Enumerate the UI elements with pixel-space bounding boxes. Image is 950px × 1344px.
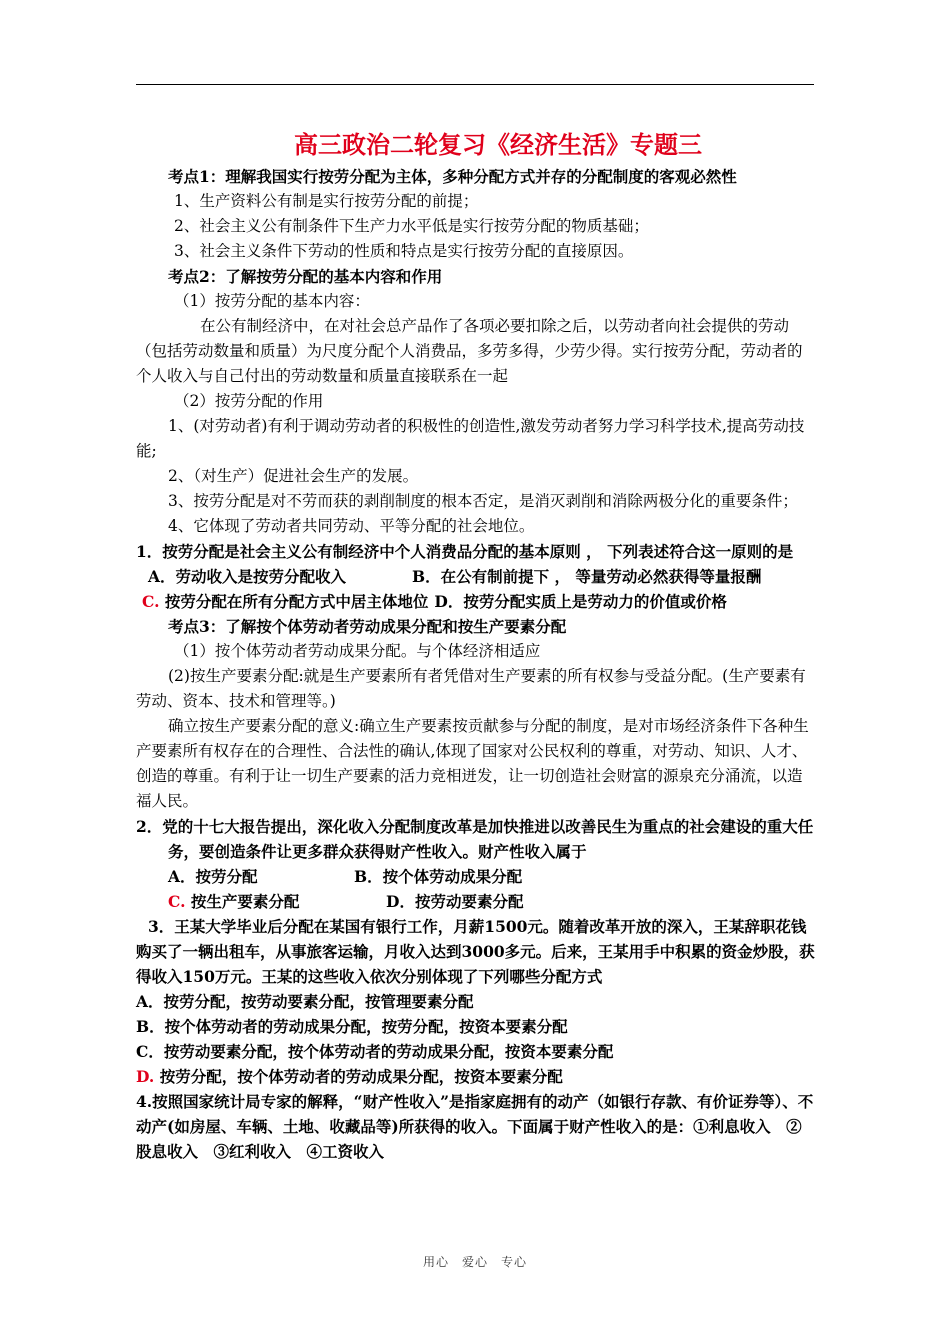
kp2-effect: 4、它体现了劳动者共同劳动、平等分配的社会地位。	[168, 517, 535, 535]
q2-options-row1	[136, 864, 816, 889]
q1-options-row2	[136, 589, 816, 614]
q2-option-d: D．按劳动要素分配	[386, 892, 524, 911]
q3-option-d-text: 按劳分配，按个体劳动者的劳动成果分配，按资本要素分配	[154, 1067, 563, 1086]
q3-option-d	[136, 1064, 816, 1089]
kp2-sub1: （1）按劳分配的基本内容：	[174, 292, 370, 310]
q1-option-c-text: 按劳分配在所有分配方式中居主体地位	[159, 592, 429, 611]
q2-option-b: B．按个体劳动成果分配	[354, 867, 523, 886]
kp1-heading: 考点1：理解我国实行按劳分配为主体，多种分配方式并存的分配制度的客观必然性	[168, 167, 737, 186]
q2-option-a: A．按劳分配	[168, 867, 258, 886]
q4-stem: 4.按照国家统计局专家的解释，“财产性收入”是指家庭拥有的动产（如银行存款、有价证券等）、不动产(如房屋、车辆、土地、收藏品等)所获得的收入。下面属于财产性收入的是：①利息收入 ②股息收入 ③红利收入 ④工资收入	[136, 1092, 814, 1161]
kp1-item: 1、生产资料公有制是实行按劳分配的前提；	[174, 192, 479, 210]
q1-option-c	[142, 589, 428, 614]
kp3-heading: 考点3：了解按个体劳动者劳动成果分配和按生产要素分配	[168, 617, 567, 636]
kp3-p1: （1）按个体劳动者劳动成果分配。与个体经济相适应	[174, 642, 541, 660]
page-title: 高三政治二轮复习《经济生活》专题三	[294, 130, 702, 159]
kp1-item: 2、社会主义公有制条件下生产力水平低是实行按劳分配的物质基础；	[174, 217, 649, 235]
page-footer: 用心 爱心 专心	[422, 1255, 527, 1269]
q3-answer-letter: D.	[136, 1067, 155, 1086]
kp3-p2: (2)按生产要素分配:就是生产要素所有者凭借对生产要素的所有权参与受益分配。(生产要素有劳动、资本、技术和管理等。)	[136, 667, 806, 710]
q3-option-a: A．按劳分配，按劳动要素分配，按管理要素分配	[136, 992, 474, 1011]
q1-option-b: B．在公有制前提下 ， 等量劳动必然获得等量报酬	[412, 567, 762, 586]
q2-option-c-text: 按生产要素分配	[185, 892, 300, 911]
q2-options-row2	[136, 889, 816, 914]
q1-answer-letter: C.	[142, 592, 160, 611]
kp2-effect: 3、按劳分配是对不劳而获的剥削制度的根本否定，是消灭剥削和消除两极分化的重要条件；	[168, 492, 798, 510]
q1-stem: 1．按劳分配是社会主义公有制经济中个人消费品分配的基本原则 ， 下列表述符合这一原则的是	[136, 542, 794, 561]
document-body	[136, 100, 816, 1164]
q1-option-a: A．劳动收入是按劳分配收入	[148, 567, 347, 586]
q3-option-b: B．按个体劳动者的劳动成果分配，按劳分配，按资本要素分配	[136, 1017, 568, 1036]
q1-options-row1	[136, 564, 816, 589]
kp2-sub2: （2）按劳分配的作用	[174, 392, 324, 410]
kp3-p3: 确立按生产要素分配的意义:确立生产要素按贡献参与分配的制度，是对市场经济条件下各种生产要素所有权存在的合理性、合法性的确认,体现了国家对公民权利的尊重，对劳动、知识、人才、创造的尊重。有利于让一切生产要素的活力竞相迸发，让一切创造社会财富的源泉充分涌流，以造福人民。	[136, 717, 809, 810]
q3-option-c: C．按劳动要素分配，按个体劳动者的劳动成果分配，按资本要素分配	[136, 1042, 614, 1061]
kp1-item: 3、社会主义条件下劳动的性质和特点是实行按劳分配的直接原因。	[174, 242, 634, 260]
q2-option-c	[168, 889, 386, 914]
q2-answer-letter: C.	[168, 892, 186, 911]
kp2-heading: 考点2：了解按劳分配的基本内容和作用	[168, 267, 443, 286]
kp2-content: 在公有制经济中，在对社会总产品作了各项必要扣除之后，以劳动者向社会提供的劳动（包括劳动数量和质量）为尺度分配个人消费品，多劳多得，少劳少得。实行按劳分配，劳动者的个人收入与自己付出的劳动数量和质量直接联系在一起	[136, 317, 803, 385]
q1-option-d: D．按劳分配实质上是劳动力的价值或价格	[434, 592, 727, 611]
header-rule	[136, 84, 814, 85]
q2-stem: 2．党的十七大报告提出，深化收入分配制度改革是加快推进以改善民生为重点的社会建设的重大任务，要创造条件让更多群众获得财产性收入。财产性收入属于	[136, 817, 814, 861]
kp2-effect: 1、(对劳动者)有利于调动劳动者的积极性的创造性,激发劳动者努力学习科学技术,提高劳动技能;	[136, 417, 805, 460]
kp2-effect: 2、（对生产）促进社会生产的发展。	[168, 467, 419, 485]
q3-stem: 3．王某大学毕业后分配在某国有银行工作，月薪1500元。随着改革开放的深入，王某辞职花钱购买了一辆出租车，从事旅客运输，月收入达到3000多元。后来，王某用手中积累的资金炒股，获得收入150万元。王某的这些收入依次分别体现了下列哪些分配方式	[136, 917, 815, 986]
